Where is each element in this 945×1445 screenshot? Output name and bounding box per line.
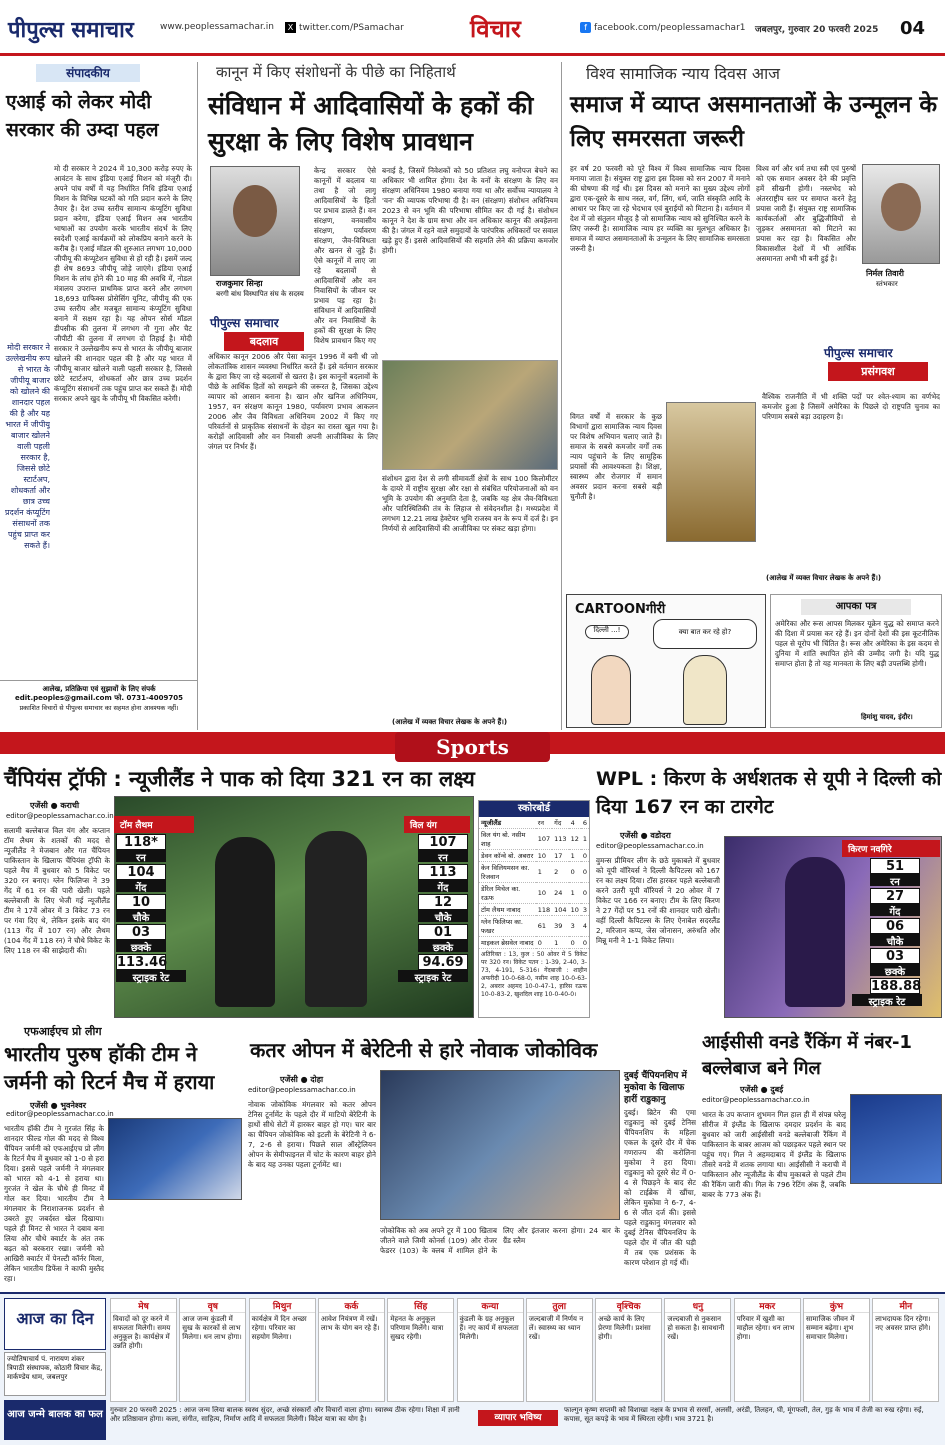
kiran-fours: 06: [870, 918, 920, 934]
article-tribal-rights: [202, 62, 562, 730]
article1-tag: बदलाव: [224, 332, 304, 351]
latham-balls: 104: [116, 864, 166, 880]
young-sr: 94.69: [418, 954, 468, 970]
twitter-icon: X: [285, 22, 296, 33]
article1-body2: अधिकार कानून 2006 और पेसा कानून 1996 में बनी थी जो लोकतांत्रिक शासन व्यवस्था निर्धारित करते हैं। इसे वर्तमान सरकार के द्वारा किए जा रहे बदलावों से खतरा है। इस कानूनों बदलावों के पीछे के आर्थिक हितों को समझने की जरूरत है, जिसका उद्देश्य व्यापार को आसान बनाना है। खान और खनिज अधिनियम, 1957, वन संरक्षण कानून 1980, पर्यावरण प्रभाव आकलन 2006 और जैव विविधता अधिनियम 2002 में किए गए परिवर्तनों से प्राकृतिक संसाधनों के दोहन का रास्ता खुल गया है। करोड़ों आदिवासी और वन निवासी अपनी आजीविका के लिए जंगल पर निर्भर हैं।: [208, 352, 378, 451]
scoreboard-row: [479, 904, 589, 916]
story3-body: भारतीय हॉकी टीम ने गुरजंत सिंह के शानदार फील्ड गोल की मदद से विश्व चैंपियन जर्मनी को एफआईएच प्रो लीग के रिटर्न मैच में बुधवार को 1-0 से हरा दिया। इससे पहले जर्मनी ने मंगलवार को भारत को 4-1 से हराया था। गुरजंत ने खेल के चौथे ही मिनट में गोल कर दिया। भारतीय टीम ने मंगलवार के निराशाजनक प्रदर्शन से उबरते हुए जबर्दस्त खेल दिखाया। पहले ही मिनट से भारत ने दबाव बना लिया और चौथे क्वार्टर के अंत तक बढ़त को बरकरार रखा। जर्मनी को आखिरी क्वार्टर में पेनल्टी कॉर्नर मिला, लेकिन भारतीय डिफेंस ने काफी मुस्तैद रहा।: [4, 1124, 104, 1283]
young-name: विल यंग: [404, 816, 470, 833]
horoscope-section: [0, 1292, 945, 1445]
article2-body1: हर वर्ष 20 फरवरी को पूरे विश्व में विश्व सामाजिक न्याय दिवस मनाया जाता है। संयुक्त राष्ट्र द्वारा इस दिवस को सन 2007 में मनाने की घोषणा की गई थी। इस दिवस को मनाने का मुख्य उद्देश्य लोगों द्वारा एक-दूसरे के साथ नस्ल, वर्ग, लिंग, धर्म, जाति संस्कृति आदि के आधार पर किए जा रहे भेदभाव एवं बुराईयों को मिटाना है। वर्तमान में देश में जो संतुलन मौजूद है जो सामाजिक न्याय को सुनिश्चित करने के लिए जरूरी है। सामाजिक न्याय हर व्यक्ति का मूलभूत अधिकार है। समाज में व्याप्त असमानताओं के उन्मूलन के लिए सामाजिक समरसता जरूरी है।: [570, 164, 750, 253]
story1-headline: चैंपियंस ट्रॉफी : न्यूजीलैंड ने पाक को दिया 321 रन का लक्ष्य: [4, 767, 475, 791]
batsman-stat: 3: [569, 916, 581, 937]
article1-headline: संविधान में आदिवासियों के हकों की सुरक्षा के लिए विशेष प्रावधान: [208, 91, 534, 156]
cartoon-box: [566, 594, 766, 728]
zodiac-text: जल्दबाजी से नुकसान हो सकता है। सावधानी रखें।: [667, 1315, 725, 1341]
article2-author-desc: स्तंभकार: [876, 280, 898, 288]
article2-logo: पीपुल्स समाचार: [824, 346, 893, 360]
player-silhouette: [305, 831, 367, 1007]
article1-author: राजकुमार सिन्हा: [216, 279, 263, 288]
scoreboard-row: [479, 937, 589, 949]
kiran-stats: [870, 858, 924, 1018]
story4-headline: कतर ओपन में बेरेटिनी से हारे नोवाक जोकोविक: [250, 1038, 598, 1062]
cartoon-title: CARTOONगीरी: [575, 602, 666, 617]
zodiac-text: कुंडली के ग्रह अनुकूल हैं। नए कार्य में सफलता मिलेगी।: [459, 1315, 519, 1341]
balls-label: गेंद: [116, 880, 166, 892]
story6-headline: आईसीसी वनडे रैंकिंग में नंबर-1 बल्लेबाज बने गिल: [702, 1032, 912, 1079]
baby-text: गुरुवार 20 फरवरी 2025 : आज जन्म लिया बालक स्वस्थ सुंदर, अच्छे संस्कारों और विचारों वाला होगा। स्वास्थ्य ठीक रहेगा। शिक्षा में ज्ञानी और प्रतिष्ठावान होगा। कला, संगीत, साहित्य, निर्माण आदि में सफलता मिलेगी। विदेश यात्रा का योग है।: [110, 1406, 460, 1423]
latham-fours: 10: [116, 894, 166, 910]
justice-statue-image: [666, 402, 756, 542]
batsman-name: केन विलियमसन का. रिजवान: [479, 862, 536, 883]
batsman-name: डेवन कॉन्वे बो. अबरार: [479, 850, 536, 862]
article2-author: निर्मल तिवारी: [866, 269, 905, 278]
columnist-photo: [862, 164, 940, 264]
batsman-stat: 24: [552, 883, 568, 904]
cartoon-figure-2: [683, 655, 727, 725]
scoreboard: [478, 800, 590, 1018]
article1-byline-end: (आलेख में व्यक्त विचार लेखक के अपने हैं।): [392, 718, 508, 726]
fours-label: चौके: [418, 910, 468, 922]
zodiac-sign: [526, 1298, 593, 1402]
scoreboard-row: [479, 850, 589, 862]
fours-label: चौके: [870, 934, 920, 946]
story2-dateline: एजेंसी ● वडोदरा: [620, 831, 671, 840]
editorial-footer: [0, 680, 198, 730]
story1-body: सलामी बल्लेबाज विल यंग और कप्तान टॉम लैथम के शतकों की मदद से न्यूजीलैंड ने मेजबान और गत चैंपियन पाकिस्तान के खिलाफ चैंपियंस ट्रॉफी के पहले मैच में बुधवार को 5 विकेट पर 320 रन बनाए। ग्लेन फिलिप्स ने 39 गेंद में 61 रन की पारी खेली। पहले बल्लेबाजी के लिए भेजी गई न्यूजीलैंड टीम ने 17वें ओवर में 3 विकेट 73 रन पर गंवा दिए थे, लेकिन इसके बाद यंग (113 गेंद में 107 रन) और लैथम (104 गेंद में 118 रन) ने चौथे विकेट के लिए 118 रन की साझेदारी की।: [4, 826, 110, 955]
batsman-stat: 0: [569, 937, 581, 949]
letter-author: हिमांशु यादव, इंदौर।: [861, 713, 913, 721]
balls-label: गेंद: [418, 880, 468, 892]
fours-label: चौके: [116, 910, 166, 922]
young-stats: [410, 816, 472, 1016]
scoreboard-notes: अतिरिक्त : 13, कुल : 50 ओवर में 5 विकेट पर 320 रन। विकेट पतन : 1-39, 2-40, 3-73, 4-191, 5-316। गेंदबाजी : शाहीन अफरीदी 10-0-68-0, नसीम शाह 10-0-63-2, अबरार अहमद 10-0-47-1, हारिस रऊफ 10-0-83-2, खुशदिल शाह 10-0-40-0।: [481, 951, 587, 998]
kiran-sr: 188.88: [871, 979, 922, 994]
zodiac-sign: [318, 1298, 385, 1402]
story6-email[interactable]: editor@peoplessamachar.co.in: [702, 1096, 810, 1104]
zodiac-name: कर्क: [319, 1299, 384, 1313]
story3-kicker: एफआईएच प्रो लीग: [24, 1025, 102, 1038]
zodiac-text: जल्दबाजी में निर्णय न लें। स्वास्थ्य का ध्यान रखें।: [528, 1315, 584, 1341]
article1-kicker: कानून में किए संशोधनों के पीछे का निहितार्थ: [216, 63, 456, 81]
batsman-stat: 118: [537, 905, 551, 914]
batsman-stat: 12: [569, 829, 581, 850]
masthead: [0, 0, 945, 56]
tennis-photo: [380, 1070, 620, 1220]
editorial-pullquote: मोदी सरकार ने उल्लेखनीय रूप से भारत के जीपीयू बाजार को खोलने की शानदार पहल की है और यह भारत में जीपीयू बाजार खोलने वाली पहली सरकार है, जिससे छोटे स्टार्टअप, शोधकर्ता और छात्र उच्च प्रदर्शन कंप्यूटिंग संसाधनों तक पहुंच प्राप्त कर सकते हैं।: [4, 343, 50, 550]
kiran-sixes: 03: [870, 948, 920, 964]
col-header: गेंद: [552, 817, 568, 829]
scoreboard-title: स्कोरबोर्ड: [479, 801, 589, 817]
story5-body: दुबई। ब्रिटेन की एमा राडुकानु को दुबई टेनिस चैंपियनशिप के महिला एकल के दूसरे दौर में चेक गणराज्य की करोलिना मुकोवा ने हरा दिया। राडुकानु को दूसरे सेट में 0-4 से पिछड़ने के बाद सेट को टाईब्रेक में खींचा, लेकिन मुकोवा ने 6-7, 4-6 से जीत दर्ज की। इससे पहले राडुकानु मंगलवार को दुबई टेनिस चैंपियनशिप के पहले दौर में जीत की घड़ी में तब एक प्रशंसक के कारण परेशान हो गई थीं।: [624, 1108, 696, 1267]
article2-body3: विगत वर्षों में सरकार के कुछ विभागों द्वारा सामाजिक न्याय दिवस पर विशेष अभियान चलाए जाते हैं। समाज के सबसे कमजोर वर्गों तक न्याय पहुंचाने के लिए सामूहिक प्रयासों की आवश्यकता है। शिक्षा, स्वास्थ्य और रोजगार में समान अवसर प्रदान करना सबसे बड़ी चुनौती है।: [570, 412, 662, 501]
article2-byline-end: (आलेख में व्यक्त विचार लेखक के अपने हैं।): [766, 574, 882, 582]
gill-photo: [850, 1094, 942, 1184]
latham-runs: 118*: [116, 834, 166, 850]
masthead-logo: पीपुल्स समाचार: [8, 18, 134, 43]
batsman-name: विल यंग बो. नसीम शाह: [479, 829, 536, 850]
col-header: 6: [582, 818, 587, 827]
sixes-label: छक्के: [870, 964, 920, 976]
article1-author-desc: बरगी बांध विस्थापित संघ के सदस्य: [216, 290, 304, 298]
kiran-name: किरण नवगिरे: [842, 840, 940, 857]
scoreboard-row: [479, 862, 589, 883]
zodiac-text: लाभदायक दिन रहेगा। नए अवसर प्राप्त होंगे।: [875, 1315, 931, 1332]
batsman-stat: 61: [536, 916, 552, 937]
scoreboard-row: [479, 883, 589, 904]
batsman-stat: 0: [581, 862, 589, 883]
batsman-stat: 10: [536, 883, 552, 904]
scoreboard-row: [479, 829, 589, 850]
scoreboard-row: [479, 916, 589, 937]
story5-headline: दुबई चैंपियनशिप में मुकोवा के खिलाफ हारीं राडुकानु: [624, 1071, 687, 1105]
article1-body3: बनाई है, जिसमें निवेशकों को 50 प्रतिशत लघु वनोपज बेचने का अधिकार भी शामिल होगा। देश के वनों के संरक्षण के लिए वन संरक्षण अधिनियम 1980 बनाया गया था और सर्वोच्च न्यायालय ने 'वन' की व्यापक परिभाषा दी है। वन (संरक्षण) संशोधन अधिनियम 2023 से वन भूमि की परिभाषा सीमित कर दी गई है। संशोधन कानून ने देश के ग्राम सभा और वन अधिकार कानून की अवहेलना की है। जंगल में रहने वाले समुदायों के पारंपरिक अधिकारों पर सवाल खड़े हुए हैं। इससे आदिवासियों की सहमति लेने की प्रक्रिया कमजोर होगी।: [382, 166, 558, 255]
zodiac-name: तुला: [527, 1299, 592, 1313]
story1-email[interactable]: editor@peoplessamachar.co.in: [6, 812, 114, 820]
panchang: ज्योतिषाचार्य पं. नारायण शंकर त्रिपाठी संस्थापक, कोठारी विचार केंद्र, मार्कण्डेय धाम, जबलपुर: [4, 1352, 106, 1396]
batsman-name: माइकल ब्रेसवेल नाबाद: [479, 937, 536, 949]
story6-dateline: एजेंसी ● दुबई: [740, 1085, 784, 1094]
zodiac-sign: [249, 1298, 316, 1402]
batsman-stat: 39: [552, 916, 568, 937]
baby-title: आज जन्मे बालक का फल: [4, 1400, 106, 1440]
twitter-link[interactable]: X twitter.com/PSamachar: [285, 22, 404, 33]
business-title: व्यापार भविष्य: [478, 1410, 558, 1426]
article1-body4: संशोधन द्वारा देश से लगी सीमावर्ती क्षेत्रों के साथ 100 किलोमीटर के दायरे में राष्ट्रीय सुरक्षा और रक्षा से संबंधित परियोजनाओं को वन भूमि के उपयोग की अनुमति देता है, जबकि यह क्षेत्र जैव-विविधता और पारिस्थितिकी तंत्र के लिहाज से संवेदनशील है। मध्यप्रदेश में लगभग 12.21 लाख हेक्टेयर भूमि राजस्व वन के रूप में दर्ज है। इन निर्णयों से आदिवासियों की आजीविका पर संकट खड़ा होगा।: [382, 474, 558, 533]
sixes-label: छक्के: [116, 940, 166, 952]
batsman-stat: 104: [554, 905, 567, 914]
tribal-women-photo: [382, 360, 558, 470]
article1-logo: पीपुल्स समाचार: [210, 316, 279, 330]
zodiac-sign: [872, 1298, 939, 1402]
story4-body: नोवाक जोकोविक मंगलवार को कतर ओपन टेनिस टूर्नामेंट के पहले दौर में माटियो बेरेटिनी के हाथों सीधे सेटों में हारकर बाहर हो गए। चार बार का चैंपियन जोकोविक को इटली के बेरेटिनी ने 6-7, 2-6 से हराया। पिछले साल ऑस्ट्रेलियन ओपन के सेमीफाइनल में चोट के कारण बाहर होने के बाद यह उनका पहला टूर्नामेंट था।: [248, 1100, 376, 1169]
batsman-stat: 107: [536, 829, 552, 850]
kiran-balls: 27: [870, 888, 920, 904]
story6-body: भारत के उप कप्तान शुभमन गिल हाल ही में संपन्न घरेलू सीरीज में इंग्लैंड के खिलाफ दमदार प्रदर्शन के बाद बुधवार को जारी आईसीसी वनडे बल्लेबाजी रैंकिंग में पाकिस्तान के बाबर आजम को पछाड़कर पहले स्थान पर पहुंच गए। गिल ने अहमदाबाद में इंग्लैंड के खिलाफ तीसरे वनडे में शतक लगाया था। आईसीसी ने कराची में पाकिस्तान और न्यूजीलैंड के बीच मुकाबले से पहले टीम की रैंकिंग जारी की। गिल के 796 रेटिंग अंक हैं, जबकि बाबर के 773 अंक हैं।: [702, 1110, 846, 1199]
zodiac-text: मेहनत के अनुकूल परिणाम मिलेंगे। यात्रा सुखद रहेगी।: [390, 1315, 444, 1341]
latham-name: टॉम लैथम: [114, 816, 194, 833]
letters-box: [770, 594, 942, 728]
business-text: फाल्गुन कृष्ण सप्तमी को विशाखा नक्षत्र के प्रभाव से सरसों, अलसी, अरंडी, तिलहन, घी, मूंगफली, तेल, गुड़ के भाव में तेजी का रुख रहेगा। रुई, कपास, सूत कपड़े के भाव में स्थिरता रहेगी। भाव 3721 है।: [564, 1406, 924, 1423]
story2-email[interactable]: editor@peoplessamachar.co.in: [596, 842, 704, 850]
sports-label: Sports: [395, 732, 550, 762]
story4-dateline: एजेंसी ● दोहा: [280, 1075, 324, 1084]
sr-label: स्ट्राइक रेट: [116, 970, 186, 982]
scoreboard-header-row: [479, 817, 589, 829]
batsman-name: टॉम लैथम नाबाद: [479, 904, 536, 916]
batsman-stat: 0: [569, 862, 581, 883]
zodiac-name: कन्या: [458, 1299, 523, 1313]
runs-label: रन: [116, 850, 166, 862]
story3-headline: भारतीय पुरुष हॉकी टीम ने जर्मनी को रिटर्न मैच में हराया: [4, 1042, 215, 1094]
batsman-stat: 10: [536, 850, 552, 862]
zodiac-text: परिवार में खुशी का माहौल रहेगा। धन लाभ होगा।: [736, 1315, 795, 1341]
website-link[interactable]: www.peoplessamachar.in: [160, 22, 274, 32]
young-fours: 12: [418, 894, 468, 910]
batsman-stat: 113: [552, 829, 568, 850]
zodiac-sign: [179, 1298, 246, 1402]
batsman-stat: 17: [552, 850, 568, 862]
facebook-icon: f: [580, 22, 591, 33]
young-runs: 107: [418, 834, 468, 850]
zodiac-sign: [387, 1298, 454, 1402]
sr-label: स्ट्राइक रेट: [398, 970, 468, 982]
article2-tag: प्रसंगवश: [828, 362, 928, 381]
batsman-stat: 0: [581, 883, 589, 904]
cartoon-figure-1: [591, 655, 631, 725]
runs-label: रन: [418, 850, 468, 862]
batsman-stat: 10: [570, 905, 579, 914]
editorial-body: मो दी सरकार ने 2024 में 10,300 करोड़ रुपए के आवंटन के साथ इंडिया एआई मिशन को मंजूरी दी। अपने पांच वर्षों में यह निर्धारित निधि इंडिया एआई मिशन के विभिन्न घटकों को गति प्रदान करने के लिए तैयार है। देश उच्च स्तरीय सामान्य कंप्यूटिंग सुविधा प्रदान करेगा, इंडिया एआई मिशन अब भारतीय भाषाओं का उपयोग करके भारतीय संदर्भ के लिए स्वदेशी एआई कार्यक्रमों को लोकप्रिय बनाने करने के करीब है। एआई मॉडल की शुरुआत लगभग 10,000 जीपीयू की कंप्यूटेशन सुविधा से हो रही है। इसमें जल्द ही शेष 8693 जीपीयू जोड़े जाएंगे। इंडिया एआई मिशन के लांच होने की 10 माह की अवधि में, नोडल मंत्रालय उपरान्त प्राथमिक प्राप्त करने और लगभग 18,693 ग्राफिक्स प्रोसेसिंग यूनिट, जीपीयू की एक उच्च स्तरीय और मजबूत सामान्य कंप्यूटिंग सुविधा बनाने में सक्षम रहा है। यह ओपन सोर्स मॉडल डीपसीक की तुलना में लगभग नौ गुना और चैट जीपीटी की तुलना में लगभग दो तिहाई है। मोदी सरकार ने उल्लेखनीय रूप से भारत के जीपीयू बाजार खोलने की शानदार पहल की है और यह भारत में जीपीयू बाजार खोलने वाली पहली सरकार है, जिससे छोटे स्टार्टअप, शोधकर्ता और छात्र उच्च प्रदर्शन कंप्यूटिंग संसाधनों तक पहुंच प्राप्त कर सकते हैं। मोदी सरकार अपने खुद के जीपीयू भी विकसित करेगी।: [54, 164, 192, 403]
batsman-stat: 1: [569, 850, 581, 862]
footer-disclaimer: प्रकाशित विचारों से पीपुल्स समाचार का सहमत होना आवश्यक नहीं।: [19, 704, 179, 712]
zodiac-name: मेष: [111, 1299, 176, 1313]
editorial-headline: एआई को लेकर मोदी सरकार की उम्दा पहल: [6, 91, 159, 141]
article1-body1: केन्द्र सरकार ऐसे कानूनों में बदलाव या तथा है जो लागू आदिवासियों के हितों पर प्रभाव डालते हैं। वन संरक्षण, वनवासीय संरक्षण, पर्यावरण संरक्षण, जैव-विविधता और खनन से जुड़े हैं। ऐसे कानूनों में लाए जा रहे बदलावों से आदिवासियों और वन निवासियों के जीवन पर प्रभाव पड़ रहा है। संविधान में आदिवासियों और वन निवासियों के हकों की सुरक्षा के लिए विशेष प्रावधान किए गए: [314, 166, 376, 345]
zodiac-text: आवेश नियंत्रण में रखें। लाभ के योग बन रहे हैं।: [320, 1315, 380, 1332]
story2-headline: WPL : किरण के अर्धशतक से यूपी ने दिल्ली को दिया 167 रन का टारगेट: [596, 768, 942, 818]
latham-stats: [116, 816, 170, 1016]
section-title: विचार: [470, 15, 521, 43]
article2-headline: समाज में व्याप्त असमानताओं के उन्मूलन के लिए समरसता जरूरी: [570, 92, 938, 152]
scoreboard-table: [479, 817, 589, 949]
zodiac-text: कार्यक्षेत्र में दिन अच्छा रहेगा। परिवार का सहयोग मिलेगा।: [251, 1315, 307, 1341]
footer-line: आलेख, प्रतिक्रिया एवं सुझावों के लिए संपर्क: [42, 685, 156, 693]
batsman-name: डेरिल मिचेल का. रऊफ: [479, 883, 536, 904]
editorial-tag: संपादकीय: [36, 64, 140, 82]
batsman-stat: 3: [582, 905, 587, 914]
sr-label: स्ट्राइक रेट: [852, 994, 922, 1006]
balls-label: गेंद: [870, 904, 920, 916]
batsman-stat: 0: [536, 937, 552, 949]
scoreboard-team: न्यूजीलैंड: [479, 817, 536, 829]
zodiac-sign: [734, 1298, 801, 1402]
player-silhouette: [785, 857, 845, 1007]
batsman-stat: 1: [536, 862, 552, 883]
batsman-name: ग्लेन फिलिप्स का. फखर: [479, 916, 536, 937]
letter-title: आपका पत्र: [801, 599, 911, 615]
zodiac-name: वृश्चिक: [596, 1299, 661, 1313]
story1-dateline: एजेंसी ● कराची: [30, 801, 80, 810]
zodiac-text: अच्छे कार्य के लिए प्रेरणा मिलेगी। प्रशंसा होगी।: [598, 1315, 651, 1341]
zodiac-name: मिथुन: [250, 1299, 315, 1313]
author-photo: [210, 166, 300, 276]
zodiac-sign: [110, 1298, 177, 1402]
page-number: 04: [900, 18, 926, 39]
cartoon-bubble-2: क्या बात कर रहे हो?: [653, 619, 757, 649]
batsman-stat: 1: [552, 937, 568, 949]
zodiac-text: सामाजिक जीवन में सम्मान बढ़ेगा। शुभ समाचार मिलेगा।: [806, 1315, 855, 1341]
story3-email[interactable]: editor@peoplessamachar.co.in: [6, 1110, 114, 1118]
story4-email[interactable]: editor@peoplessamachar.co.in: [248, 1086, 356, 1094]
dateline: जबलपुर, गुरुवार 20 फरवरी 2025: [755, 25, 879, 35]
latham-sr: 113.46: [117, 955, 168, 970]
runs-label: रन: [870, 874, 920, 886]
young-sixes: 01: [418, 924, 468, 940]
hockey-photo: [108, 1118, 242, 1200]
sixes-label: छक्के: [418, 940, 468, 952]
zodiac-text: आज जन्म कुंडली में सुख के कारकों से लाभ मिलेगा। धन लाभ होगा।: [182, 1315, 242, 1341]
batsman-stat: 0: [582, 851, 587, 860]
letter-body: अमेरिका और रूस आपस मिलकर यूक्रेन युद्ध को समाप्त करने की दिशा में प्रयास कर रहे हैं। इन दोनों देशों की इस कूटनीतिक पहल से यूरोप भी चिंतित है। रूस और अमेरिका के इस कदम से दुनिया में शांति स्थापित होने की उम्मीद जगी है। यदि युद्ध समाप्त होता है तो यह मानवता के लिए बड़ी उपलब्धि होगी।: [775, 619, 939, 668]
story4-caption: जोकोविक को अब अपने टूर में 100 खिताब जीतने वाले जिमी कोनर्स (109) और रोजर फेडरर (103) के क्लब में शामिल होने के लिए और इंतजार करना होगा। 24 बार के ग्रैंड स्लैम: [380, 1226, 620, 1255]
kiran-runs: 51: [870, 858, 920, 874]
horoscope-title: आज का दिन: [4, 1298, 106, 1350]
batsman-stat: 2: [552, 862, 568, 883]
facebook-link[interactable]: f facebook.com/peoplessamachar1: [580, 22, 746, 33]
article-social-justice: [566, 62, 945, 592]
story2-body: वुमन्स प्रीमियर लीग के छठे मुकाबले में बुधवार को यूपी वॉरियर्स ने दिल्ली कैपिटल्स को 167 रन का लक्ष्य दिया। टॉस हारकर पहले बल्लेबाजी करने उतरी यूपी वॉरियर्स ने 20 ओवर में 7 विकेट पर 166 रन बनाए। टीम के लिए किरण ने 27 गेंदों पर 51 रनों की शानदार पारी खेली। वहीं दिल्ली कैपिटल्स के लिए ऐनाबेल सदरलैंड 2, मरिजान कप्प, जेस जोनासन, अरुंधति और मिन्नू मनी ने 1-1 विकेट लिया।: [596, 856, 720, 945]
zodiac-text: विवादों को दूर करने में सफलता मिलेगी। समय अनुकूल है। कार्यक्षेत्र में उन्नति होगी।: [113, 1315, 171, 1350]
batsman-stat: 1: [581, 829, 589, 850]
cartoon-bubble-1: दिल्ली ...!: [585, 625, 629, 639]
young-balls: 113: [418, 864, 468, 880]
zodiac-grid: [110, 1298, 942, 1404]
article2-body4: वैश्विक राजनीति में भी शक्ति पदों पर श्वेत-श्याम का वर्णभेद कमजोर हुआ है जिसमें अमेरिका के पिछले दो राष्ट्रपति चुनाव का परिणाम सबसे बड़ा उदाहरण है।: [762, 392, 940, 421]
zodiac-sign: [595, 1298, 662, 1402]
article2-body2: विश्व वर्ग और धर्म तथा स्त्री एवं पुरुषों को एक समान अवसर देने की प्रवृत्ति हमें सीखनी होगी। नस्लभेद को अंतरराष्ट्रीय स्तर पर समाप्त करने हेतु प्रयास जारी हैं। संयुक्त राष्ट्र सामाजिक कार्यकर्ताओं और बुद्धिजीवियों से जुड़कर असमानता को मिटाने का प्रयास कर रहा है। विकसित और विकासशील देशों में भी आर्थिक असमानता अभी भी बनी हुई है।: [756, 164, 856, 263]
zodiac-name: वृष: [180, 1299, 245, 1313]
story3-dateline: एजेंसी ● भुवनेश्वर: [30, 1101, 87, 1110]
zodiac-sign: [457, 1298, 524, 1402]
zodiac-name: मीन: [873, 1299, 938, 1313]
zodiac-sign: [664, 1298, 731, 1402]
zodiac-name: मकर: [735, 1299, 800, 1313]
zodiac-sign: [803, 1298, 870, 1402]
footer-email[interactable]: edit.peoples@gmail.com फो. 0731-4009705: [14, 694, 184, 702]
batsman-stat: 4: [581, 916, 589, 937]
article2-kicker: विश्व सामाजिक न्याय दिवस आज: [586, 64, 781, 83]
batsman-stat: 0: [582, 938, 587, 947]
zodiac-name: सिंह: [388, 1299, 453, 1313]
zodiac-name: धनु: [665, 1299, 730, 1313]
col-header: 4: [569, 817, 581, 829]
batsman-stat: 1: [569, 883, 581, 904]
zodiac-name: कुंभ: [804, 1299, 869, 1313]
editorial-column: [0, 62, 198, 730]
latham-sixes: 03: [116, 924, 166, 940]
player-silhouette: [215, 837, 275, 1007]
col-header: रन: [536, 817, 552, 829]
